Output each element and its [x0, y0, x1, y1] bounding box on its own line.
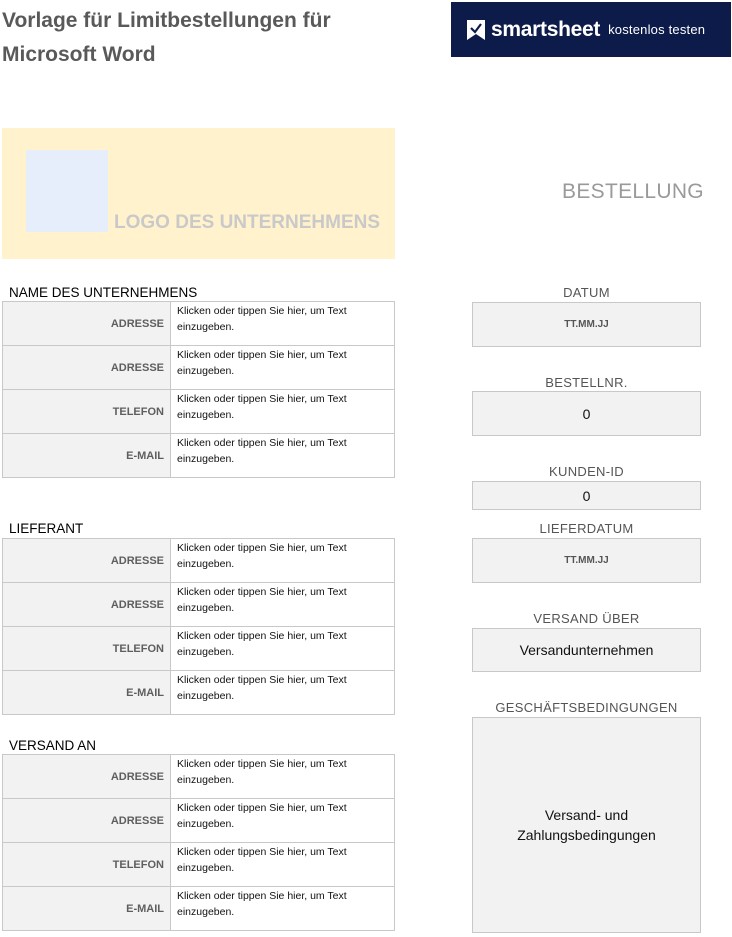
order-number-label: BESTELLNR. — [545, 375, 628, 390]
field-value: Klicken oder tippen Sie hier, um Text einzugeben. — [177, 630, 347, 658]
company-row-field[interactable] — [171, 302, 395, 346]
date-label: DATUM — [563, 285, 610, 300]
ship-to-row-label: E-MAIL — [3, 887, 171, 931]
table-row — [3, 799, 395, 843]
smartsheet-brand: smartsheet — [491, 17, 601, 41]
field-value: Klicken oder tippen Sie hier, um Text einzugeben. — [177, 890, 347, 918]
date-field[interactable]: TT.MM.JJ — [472, 302, 701, 347]
supplier-row-field[interactable] — [171, 583, 395, 627]
ship-to-info-table — [2, 754, 395, 931]
field-value: Klicken oder tippen Sie hier, um Text einzugeben. — [177, 305, 347, 333]
ship-to-row-field[interactable] — [171, 843, 395, 887]
terms-label: GESCHÄFTSBEDINGUNGEN — [495, 700, 678, 715]
table-row — [3, 583, 395, 627]
ship-to-row-label: ADRESSE — [3, 799, 171, 843]
company-row-field[interactable] — [171, 346, 395, 390]
delivery-date-label: LIEFERDATUM — [539, 521, 634, 536]
supplier-row-field[interactable] — [171, 539, 395, 583]
company-row-label: ADRESSE — [3, 302, 171, 346]
field-value: Klicken oder tippen Sie hier, um Text einzugeben. — [177, 437, 347, 465]
customer-id-label: KUNDEN-ID — [549, 464, 624, 479]
ship-to-row-field[interactable] — [171, 755, 395, 799]
company-info-table — [2, 301, 395, 478]
field-value: Klicken oder tippen Sie hier, um Text einzugeben. — [177, 349, 347, 377]
supplier-row-field[interactable] — [171, 627, 395, 671]
ship-via-label: VERSAND ÜBER — [533, 611, 640, 626]
field-value: Klicken oder tippen Sie hier, um Text einzugeben. — [177, 393, 347, 421]
company-row-label: E-MAIL — [3, 434, 171, 478]
document-title-line1: Vorlage für Limitbestellungen für — [2, 9, 331, 32]
table-row — [3, 755, 395, 799]
table-row — [3, 302, 395, 346]
smartsheet-check-icon — [467, 20, 485, 40]
supplier-info-table — [2, 538, 395, 715]
document-title — [2, 4, 402, 72]
supplier-row-label: TELEFON — [3, 627, 171, 671]
smartsheet-trial-button[interactable] — [451, 2, 731, 57]
logo-image-placeholder — [26, 150, 108, 232]
table-row — [3, 887, 395, 931]
table-row — [3, 346, 395, 390]
table-row — [3, 434, 395, 478]
field-value: Klicken oder tippen Sie hier, um Text einzugeben. — [177, 542, 347, 570]
table-row — [3, 390, 395, 434]
company-row-field[interactable] — [171, 434, 395, 478]
order-number-field[interactable]: 0 — [472, 391, 701, 436]
table-row — [3, 627, 395, 671]
ship-via-field[interactable]: Versandunternehmen — [472, 628, 701, 672]
table-row — [3, 671, 395, 715]
ship-to-row-label: TELEFON — [3, 843, 171, 887]
order-heading: BESTELLUNG — [562, 180, 704, 203]
trial-label: kostenlos testen — [608, 22, 706, 37]
field-value: Klicken oder tippen Sie hier, um Text einzugeben. — [177, 802, 347, 830]
company-row-field[interactable] — [171, 390, 395, 434]
company-row-label: TELEFON — [3, 390, 171, 434]
company-name-heading: NAME DES UNTERNEHMENS — [9, 285, 198, 300]
supplier-heading: LIEFERANT — [9, 521, 84, 536]
field-value: Klicken oder tippen Sie hier, um Text einzugeben. — [177, 758, 347, 786]
terms-field[interactable]: Versand- und Zahlungsbedingungen — [472, 717, 701, 933]
customer-id-field[interactable]: 0 — [472, 481, 701, 510]
document-title-line2: Microsoft Word — [2, 43, 156, 66]
ship-to-row-field[interactable] — [171, 799, 395, 843]
field-value: Klicken oder tippen Sie hier, um Text einzugeben. — [177, 846, 347, 874]
supplier-row-field[interactable] — [171, 671, 395, 715]
table-row — [3, 843, 395, 887]
logo-placeholder-text: LOGO DES UNTERNEHMENS — [114, 212, 381, 233]
logo-area[interactable] — [2, 128, 395, 259]
ship-to-row-label: ADRESSE — [3, 755, 171, 799]
field-value: Klicken oder tippen Sie hier, um Text einzugeben. — [177, 586, 347, 614]
supplier-row-label: ADRESSE — [3, 539, 171, 583]
ship-to-heading: VERSAND AN — [9, 738, 97, 753]
supplier-row-label: ADRESSE — [3, 583, 171, 627]
field-value: Klicken oder tippen Sie hier, um Text einzugeben. — [177, 674, 347, 702]
company-row-label: ADRESSE — [3, 346, 171, 390]
supplier-row-label: E-MAIL — [3, 671, 171, 715]
delivery-date-field[interactable]: TT.MM.JJ — [472, 538, 701, 583]
table-row — [3, 539, 395, 583]
ship-to-row-field[interactable] — [171, 887, 395, 931]
